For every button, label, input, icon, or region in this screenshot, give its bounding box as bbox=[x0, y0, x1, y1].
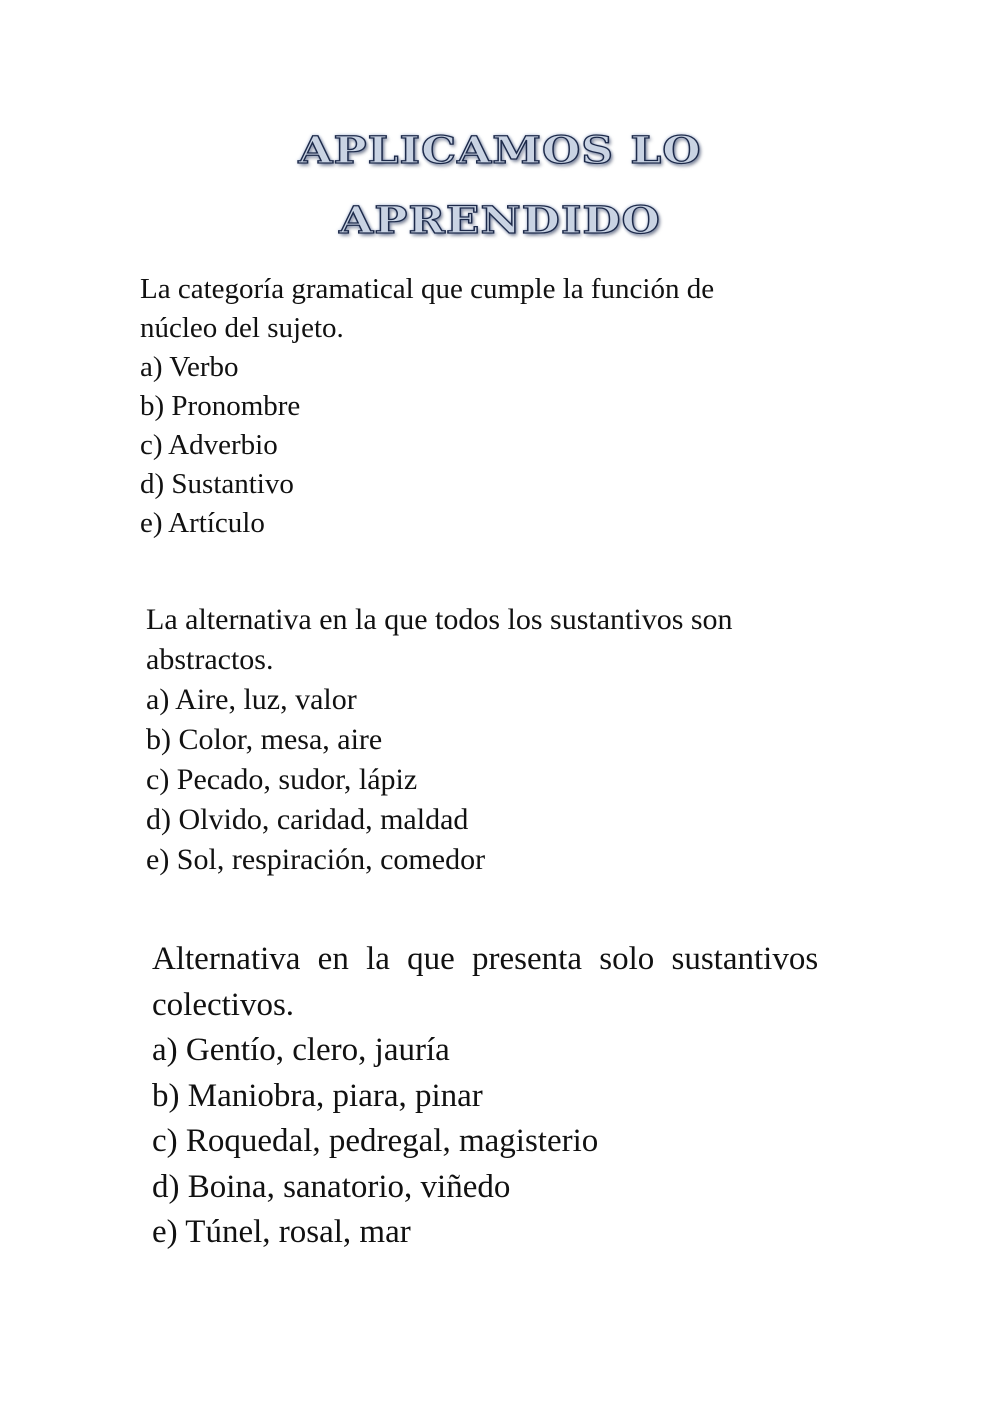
question-1-option-e[interactable]: e) Artículo bbox=[140, 507, 265, 539]
question-1-option-d[interactable]: d) Sustantivo bbox=[140, 468, 294, 500]
question-2-stem-line-1: La alternativa en la que todos los sustantivos son bbox=[146, 603, 733, 636]
question-3-option-a[interactable]: a) Gentío, clero, jauría bbox=[152, 1032, 450, 1068]
question-2-option-b[interactable]: b) Color, mesa, aire bbox=[146, 723, 383, 756]
question-2-option-a[interactable]: a) Aire, luz, valor bbox=[146, 683, 357, 716]
question-3-option-b[interactable]: b) Maniobra, piara, pinar bbox=[152, 1077, 483, 1114]
question-2-option-e[interactable]: e) Sol, respiración, comedor bbox=[146, 843, 486, 876]
question-1 bbox=[140, 270, 714, 543]
question-2-stem-line-2: abstractos. bbox=[146, 643, 274, 676]
question-1-stem-line-1: La categoría gramatical que cumple la función de bbox=[140, 273, 715, 305]
question-1-option-a[interactable]: a) Verbo bbox=[140, 351, 239, 383]
question-1-option-b[interactable]: b) Pronombre bbox=[140, 390, 301, 422]
question-3-stem-line-1: Alternativa en la que presenta solo sustantivos bbox=[152, 941, 819, 977]
question-1-option-c[interactable]: c) Adverbio bbox=[140, 429, 278, 461]
page-title-line-2: APRENDIDO bbox=[339, 198, 661, 243]
question-3-stem-line-2: colectivos. bbox=[152, 986, 295, 1023]
question-3-option-e[interactable]: e) Túnel, rosal, mar bbox=[152, 1214, 411, 1250]
question-1-stem-line-2: núcleo del sujeto. bbox=[140, 312, 344, 344]
question-2-option-d[interactable]: d) Olvido, caridad, maldad bbox=[146, 803, 469, 836]
question-3 bbox=[152, 937, 818, 1256]
question-3-option-d[interactable]: d) Boina, sanatorio, viñedo bbox=[152, 1168, 511, 1205]
question-2 bbox=[146, 600, 733, 880]
page-title-line-1: APLICAMOS LO bbox=[298, 128, 702, 173]
question-3-option-c[interactable]: c) Roquedal, pedregal, magisterio bbox=[152, 1123, 599, 1159]
question-2-option-c[interactable]: c) Pecado, sudor, lápiz bbox=[146, 763, 418, 796]
